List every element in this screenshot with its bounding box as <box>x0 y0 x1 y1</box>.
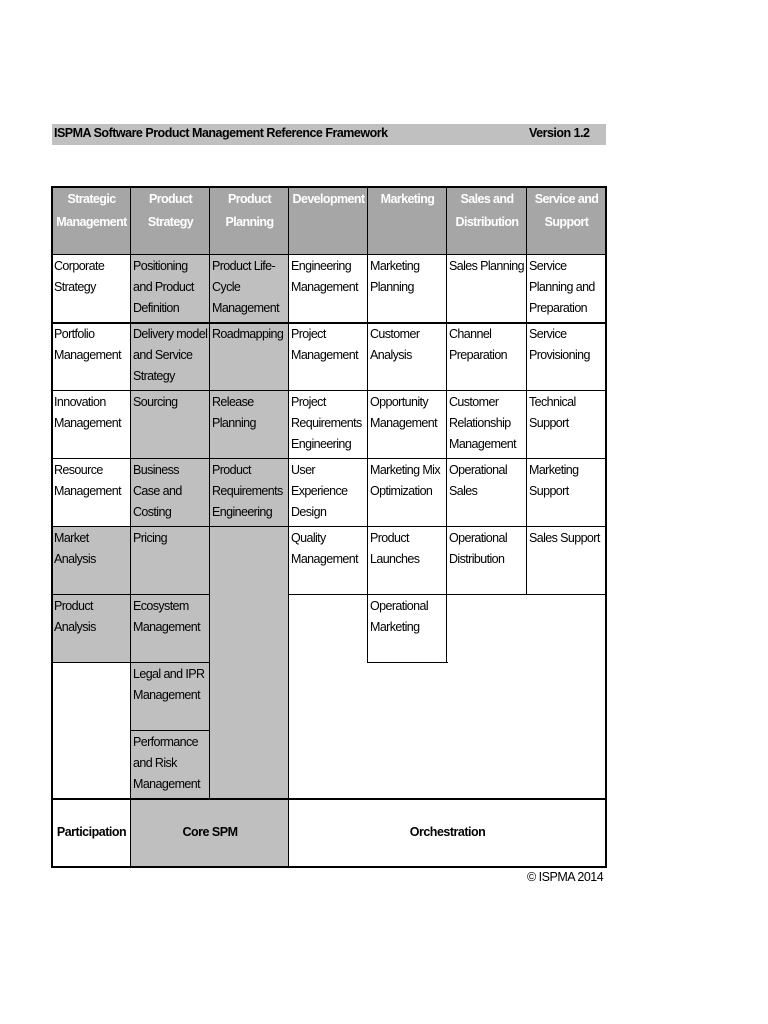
header-development: Development <box>289 187 368 255</box>
cell-sales-support: Sales Support <box>527 527 606 595</box>
cell-marketing-mix-optimization: Marketing Mix Optimization <box>368 459 447 527</box>
cell-product-life-cycle-management: Product Life-Cycle Management <box>210 255 289 323</box>
cell-release-planning: Release Planning <box>210 391 289 459</box>
cell-positioning-product-definition: Positioning and Product Definition <box>131 255 210 323</box>
product-planning-filler <box>210 527 289 799</box>
cell-operational-marketing: Operational Marketing <box>368 595 447 663</box>
cell-pricing: Pricing <box>131 527 210 595</box>
cell-performance-risk-management: Performance and Risk Management <box>131 731 210 799</box>
header-service-support: Service and Support <box>527 187 606 255</box>
cell-operational-distribution: Operational Distribution <box>447 527 527 595</box>
header-marketing: Marketing <box>368 187 447 255</box>
cell-ecosystem-management: Ecosystem Management <box>131 595 210 663</box>
cell-product-analysis: Product Analysis <box>52 595 131 663</box>
cell-portfolio-management: Portfolio Management <box>52 323 131 391</box>
cell-product-launches: Product Launches <box>368 527 447 595</box>
cell-quality-management: Quality Management <box>289 527 368 595</box>
document-title: ISPMA Software Product Management Reference Framework <box>54 126 388 140</box>
cell-channel-preparation: Channel Preparation <box>447 323 527 391</box>
cell-sales-planning: Sales Planning <box>447 255 527 323</box>
footer-core-spm: Core SPM <box>131 799 289 867</box>
cell-business-case-costing: Business Case and Costing <box>131 459 210 527</box>
cell-project-management: Project Management <box>289 323 368 391</box>
cell-legal-ipr-management: Legal and IPR Management <box>131 663 210 731</box>
cell-service-provisioning: Service Provisioning <box>527 323 606 391</box>
header-product-planning: Product Planning <box>210 187 289 255</box>
footer-participation: Participation <box>52 799 131 867</box>
cell-corporate-strategy: Corporate Strategy <box>52 255 131 323</box>
cell-project-requirements-engineering: Project Requirements Engineering <box>289 391 368 459</box>
cell-operational-sales: Operational Sales <box>447 459 527 527</box>
cell-customer-analysis: Customer Analysis <box>368 323 447 391</box>
footer-orchestration: Orchestration <box>289 799 606 867</box>
cell-innovation-management: Innovation Management <box>52 391 131 459</box>
cell-opportunity-management: Opportunity Management <box>368 391 447 459</box>
cell-engineering-management: Engineering Management <box>289 255 368 323</box>
header-product-strategy: Product Strategy <box>131 187 210 255</box>
header-strategic-management: Strategic Management <box>52 187 131 255</box>
title-bar <box>52 124 606 145</box>
version-label: Version 1.2 <box>529 126 590 140</box>
cell-product-requirements-engineering: Product Requirements Engineering <box>210 459 289 527</box>
cell-delivery-model-service-strategy: Delivery model and Service Strategy <box>131 323 210 391</box>
copyright: © ISPMA 2014 <box>527 870 604 884</box>
cell-customer-relationship-management: Customer Relationship Management <box>447 391 527 459</box>
cell-marketing-support: Marketing Support <box>527 459 606 527</box>
cell-sourcing: Sourcing <box>131 391 210 459</box>
cell-technical-support: Technical Support <box>527 391 606 459</box>
cell-resource-management: Resource Management <box>52 459 131 527</box>
cell-service-planning-preparation: Service Planning and Preparation <box>527 255 606 323</box>
cell-marketing-planning: Marketing Planning <box>368 255 447 323</box>
cell-market-analysis: Market Analysis <box>52 527 131 595</box>
cell-user-experience-design: User Experience Design <box>289 459 368 527</box>
header-sales-distribution: Sales and Distribution <box>447 187 527 255</box>
cell-roadmapping: Roadmapping <box>210 323 289 391</box>
